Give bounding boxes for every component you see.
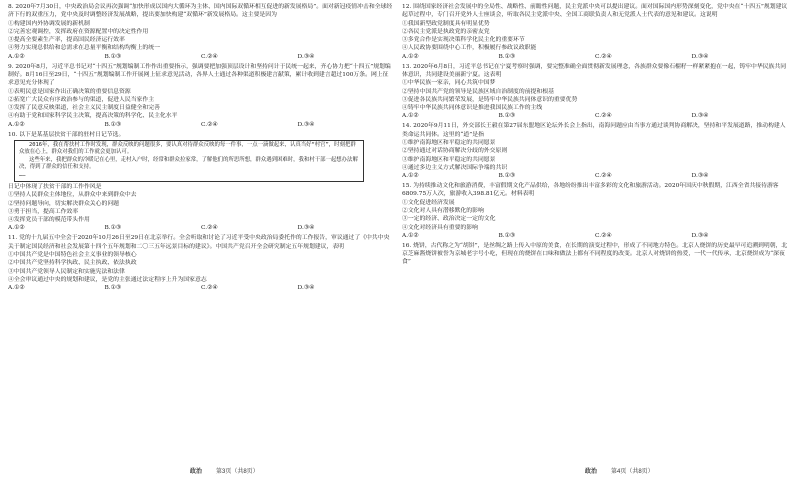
answer-choices (8, 53, 394, 61)
diary-paragraph: 2016年，我在帮扶村工作时发现，群众反映的问题很多，要认真对待群众反映的每一件事，一点一滴做起来，认真当好“村官”，时刻把群众放在心上，群众对我们的工作就会更加认可。 (19, 141, 356, 156)
choice-a: A.①② (402, 173, 419, 180)
option-item: ②坚持问题导向，切实解决群众关心的问题 (8, 200, 120, 207)
option-item: ②拓宽广大民众有序政治参与的渠道，促进人民当家作主 (8, 96, 155, 103)
option-item: ④通过多边主义方式解决国际争端的共识 (402, 164, 508, 171)
option-item: ②完善宏观调控，发挥政府在资源配置中的决定性作用 (8, 28, 149, 35)
question-15 (402, 182, 788, 240)
option-item: ④文化对经济具有重要的影响 (402, 224, 478, 231)
left-column (8, 3, 394, 461)
choice-d: D.③④ (297, 53, 315, 60)
option-item: ②坚持通过对话协商解决分歧的外交原则 (402, 148, 508, 155)
question-stem: 9. 2020年8月，习近平总书记对“十四五”规划编制工作作出重要指示，强调要把加强顶层设计和坚持问计于民统一起来，齐心协力把“十四五”规划编制好。8月16日至29日，“十四五”规划编制工作开展网上征求意见活动，各界人士通过各种渠道积极建言献策，累计收到建言超过100万条。网上征求意见充分体现了 (8, 63, 391, 87)
question-16 (402, 242, 788, 267)
choice-b: B.①③ (104, 225, 122, 232)
option-item: ③多党合作是实现决策科学化民主化的重要环节 (402, 37, 525, 44)
answer-choices (402, 112, 788, 120)
question-stem: 13. 2020年6月8日，习近平总书记在宁夏考察时强调，要完整准确全面贯彻新发展理念，各族群众要像石榴籽一样紧紧抱在一起，铸牢中华民族共同体意识，共同建设美丽新宁夏。这表明 (402, 63, 787, 78)
choice-a: A.①② (402, 53, 419, 60)
choice-b: B.①③ (498, 232, 516, 239)
question-stem: 16. 烧饼，古代称之为“胡饼”，是丝绸之路上传入中原的美食，在长期的演变过程中，形成了不同地方特色。北京人烧饼的历史最早可追溯到明朝，北京芝麻酱烧饼被誉为京城老字号小吃，但现在的烧饼在口味和做法上都有不同程度的改变。北京人对烧饼的热爱，一代一代传承，北京烧饼成为“深夜食” (402, 242, 788, 266)
page-footer (0, 463, 794, 477)
option-item: ④有助于党和国家科学民主决策，提高决策的科学化、民主化水平 (8, 113, 178, 120)
choice-d: D.③④ (297, 121, 315, 128)
option-item: ①构建国内外协调发展的新机制 (8, 20, 90, 27)
option-item: ④全会审议通过中央的规划和建议，是党的主张通过法定程序上升为国家意志 (8, 276, 207, 283)
question-prompt: 日记中体现了扶贫干部的工作作风是 (8, 183, 102, 190)
choice-c: C.②④ (201, 225, 218, 232)
option-item: ①文化促进经济发展 (402, 199, 455, 206)
choice-b: B.①③ (498, 113, 516, 120)
question-stem: 15. 为持续推动文化和旅游消费，丰富假期文化产品供给，各地纷纷推出丰富多彩的文化和旅游活动。2020年国庆中秋假期，江西全省共接待游客6809.75万人次，旅游收入398.81亿元。材料表明 (402, 183, 779, 198)
footer-page-left: 第3页（共8页） (216, 469, 259, 475)
right-column (402, 3, 788, 461)
question-13 (402, 63, 788, 121)
question-stem: 8. 2020年7月30日，中央政治局会议再次强调“加快形成以国内大循环为主体、国内国际双循环相互促进的新发展格局”。面对新冠疫情冲击和全球经济下行的双重压力，党中央及时调整经济发展战略，提出要加快构建“双循环”新发展格局。这主要是因为 (8, 4, 393, 19)
choice-b: B.①③ (104, 121, 122, 128)
option-item: ③勇于担当，提高工作效率 (8, 208, 79, 215)
question-stem: 14. 2020年9月11日，外交部长王毅在第27届东盟地区论坛外长会上指出，南海问题应由当事方通过谈判协商解决，坚持和平发展道路，推动构建人类命运共同体。这里的“道”是指 (402, 123, 786, 138)
option-item: ③提高全要素生产率，提高国民经济运行效率 (8, 37, 125, 44)
choice-b: B.①③ (498, 173, 516, 180)
choice-c: C.②④ (201, 53, 218, 60)
choice-d: D.③④ (691, 53, 709, 60)
option-item: ③促进各民族共同繁荣发展，是铸牢中华民族共同体意识的重要优势 (402, 96, 578, 103)
question-12 (402, 3, 788, 61)
choice-a: A.①② (402, 113, 419, 120)
option-item: ①表明民意是国家作出正确决策的重要信息资源 (8, 88, 131, 95)
choice-d: D.③④ (691, 173, 709, 180)
question-9 (8, 63, 394, 129)
footer-subject-right: 政治 (585, 469, 598, 475)
choice-c: C.②④ (595, 173, 612, 180)
option-item: ④努力实现总供给和总需求在总量平衡和结构均衡上的统一 (8, 45, 160, 52)
choice-d: D.③④ (691, 232, 709, 239)
option-item: ①中华民族一家亲，同心共筑中国梦 (402, 80, 496, 87)
option-item: ①坚持人民群众主体地位，从群众中来到群众中去 (8, 192, 137, 199)
option-item: ③发挥了民意反映渠道，社会主义民主制度日益健全和完善 (8, 105, 160, 112)
answer-choices (8, 121, 394, 129)
footer-page-right: 第4页（共8页） (611, 469, 654, 475)
choice-a: A.①② (8, 121, 25, 128)
choice-c: C.②④ (595, 232, 612, 239)
question-10 (8, 131, 394, 233)
option-item: ②各民主党派是执政党的亲密友党 (402, 28, 490, 35)
option-item: ④铸牢中华民族共同体意识是推进我国民族工作的主线 (402, 105, 543, 112)
choice-d: D.③④ (297, 285, 315, 292)
answer-choices (402, 53, 788, 61)
question-11 (8, 234, 394, 292)
footer-subject-left: 政治 (190, 469, 203, 475)
option-item: ①我国新型政党制度具有明显优势 (402, 20, 490, 27)
choice-a: A.①② (8, 225, 25, 232)
diary-paragraph: 这些年来，我把群众的冷暖记在心里，走村入户时，经常和群众拉家常，了解他们的所思所想，群众遇到困难时，我和村干部一起想办法解决，得到了群众的信任和支持。 (19, 156, 358, 171)
choice-b: B.①③ (104, 285, 122, 292)
answer-choices (402, 172, 788, 180)
choice-d: D.③④ (297, 225, 315, 232)
question-stem: 10. 以下是某基层扶贫干部的驻村日记节选。 (8, 131, 125, 138)
question-stem: 12. 围绕国家经济社会发展中的全局性、战略性、前瞻性问题，民主党派中央可以提出建议。面对国际国内形势深刻变化，党中央在“十四五”规划建议起草过程中，专门召开党外人士座谈会，听取各民主党派中央、全国工商联负责人和无党派人士代表的意见和建议。这说明 (402, 4, 788, 19)
option-item: ②坚持中国共产党的领导是民族区域自治制度的前提和根基 (402, 88, 554, 95)
choice-c: C.②④ (595, 53, 612, 60)
diary-ellipsis: …… (19, 171, 26, 178)
choice-d: D.③④ (691, 113, 709, 120)
question-14 (402, 122, 788, 180)
choice-c: C.②④ (595, 113, 612, 120)
diary-excerpt-box (14, 140, 364, 182)
option-item: ④发挥党员干部的模范带头作用 (8, 217, 90, 224)
choice-c: C.②④ (201, 121, 218, 128)
option-item: ④人民政协要围绕中心工作，积极履行参政议政职能 (402, 45, 537, 52)
choice-a: A.①② (8, 285, 25, 292)
choice-b: B.①③ (104, 53, 122, 60)
option-item: ①维护南海地区和平稳定的共同愿景 (402, 139, 496, 146)
choice-c: C.②④ (201, 285, 218, 292)
option-item: ②文化对人具有潜移默化的影响 (402, 207, 484, 214)
answer-choices (402, 232, 788, 240)
option-item: ③中国共产党领导人民制定和实施宪法和法律 (8, 268, 125, 275)
option-item: ③维护南海地区和平稳定的共同愿景 (402, 156, 496, 163)
choice-b: B.①③ (498, 53, 516, 60)
question-8 (8, 3, 394, 61)
answer-choices (8, 284, 394, 292)
choice-a: A.①② (402, 232, 419, 239)
choice-a: A.①② (8, 53, 25, 60)
question-stem: 11. 党的十九届五中全会于2020年10月26日至29日在北京举行。全会听取和讨论了习近平受中央政治局委托作的工作报告，审议通过了《中共中央关于制定国民经济和社会发展第十四个五年规划和二〇三五年远景目标的建议》。中国共产党召开全会研究制定五年规划建议，表明 (8, 235, 390, 250)
answer-choices (8, 224, 394, 232)
option-item: ②中国共产党坚持科学执政、民主执政、依法执政 (8, 260, 137, 267)
option-item: ③一定的经济、政治决定一定的文化 (402, 216, 496, 223)
option-item: ①中国共产党是中国特色社会主义事业的领导核心 (8, 251, 137, 258)
